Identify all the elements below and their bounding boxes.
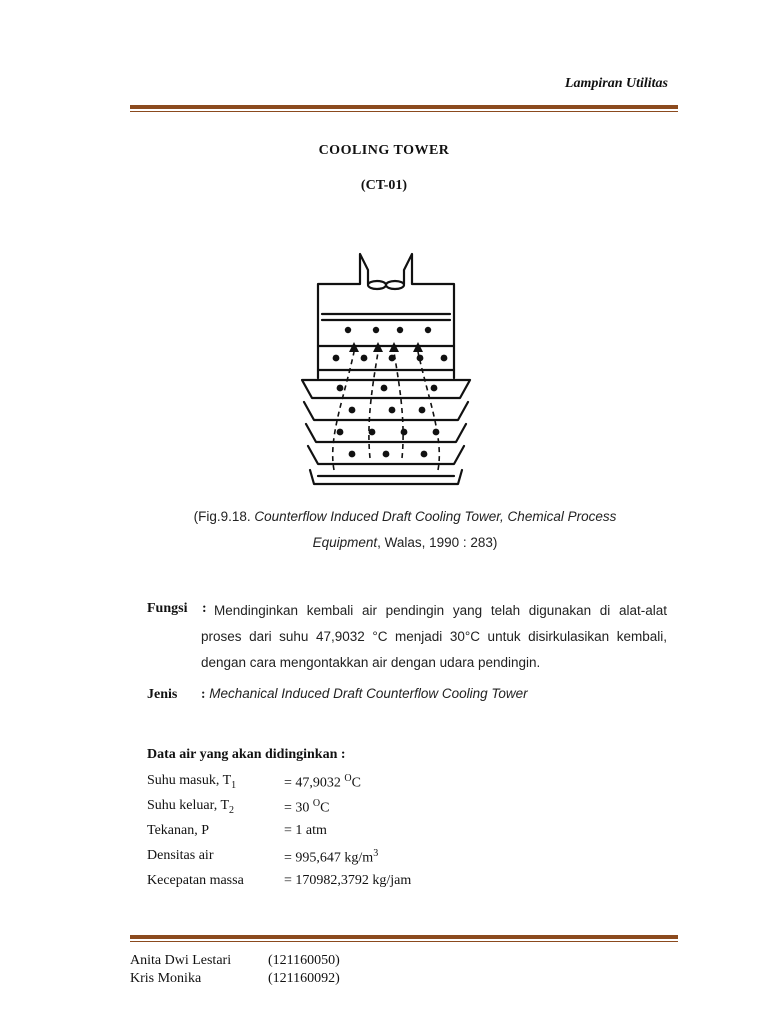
author-name: Kris Monika	[130, 971, 202, 986]
header-title: Lampiran Utilitas	[564, 76, 668, 91]
caption-italic: Counterflow Induced Draft Cooling Tower, Chemical Process Equipment	[254, 509, 617, 550]
header-divider	[130, 105, 678, 112]
jenis-value	[201, 686, 528, 702]
data-label: Suhu keluar, $T_2$	[147, 798, 235, 816]
author-name: Anita Dwi Lestari	[130, 953, 232, 968]
fungsi-text: Mendinginkan kembali air pendingin yang telah digunakan di alat-alat proses dari suhu 47,9032 °C menjadi 30°C untuk disirkulasikan kembali, dengan cara mengontakkan air dengan udara pendingin.	[201, 603, 667, 670]
author-id: (121160050)	[268, 953, 340, 968]
fungsi-label: Fungsi	[147, 601, 188, 616]
data-value: = 47,9032 $^O$C	[284, 773, 361, 791]
cooling-tower-figure	[288, 248, 484, 488]
data-label: Densitas air	[147, 848, 214, 863]
document-title: COOLING TOWER	[318, 143, 450, 158]
data-value: = 1 atm	[284, 823, 327, 838]
document-code: (CT-01)	[360, 178, 408, 193]
data-value: = 995,647 $kg/m^3$	[284, 848, 379, 866]
caption-prefix: (Fig.9.18.	[193, 509, 255, 524]
data-value: = 170982,3792 kg/jam	[284, 873, 412, 888]
data-label: Tekanan, P	[147, 823, 210, 838]
figure-caption	[170, 504, 640, 556]
author-id: (121160092)	[268, 971, 340, 986]
jenis-label: Jenis	[147, 687, 178, 702]
data-value: = 30 $^O$C	[284, 798, 330, 816]
caption-suffix: , Walas, 1990 : 283)	[377, 535, 498, 550]
data-label: Kecepatan massa	[147, 873, 244, 888]
data-air-heading: Data air yang akan didinginkan :	[147, 747, 346, 762]
jenis-colon: :	[201, 686, 206, 701]
data-label: Suhu masuk, $T_1$	[147, 773, 237, 791]
fungsi-colon: :	[202, 601, 207, 616]
footer-divider	[130, 935, 678, 942]
jenis-text: Mechanical Induced Draft Counterflow Cooling Tower	[209, 686, 528, 701]
